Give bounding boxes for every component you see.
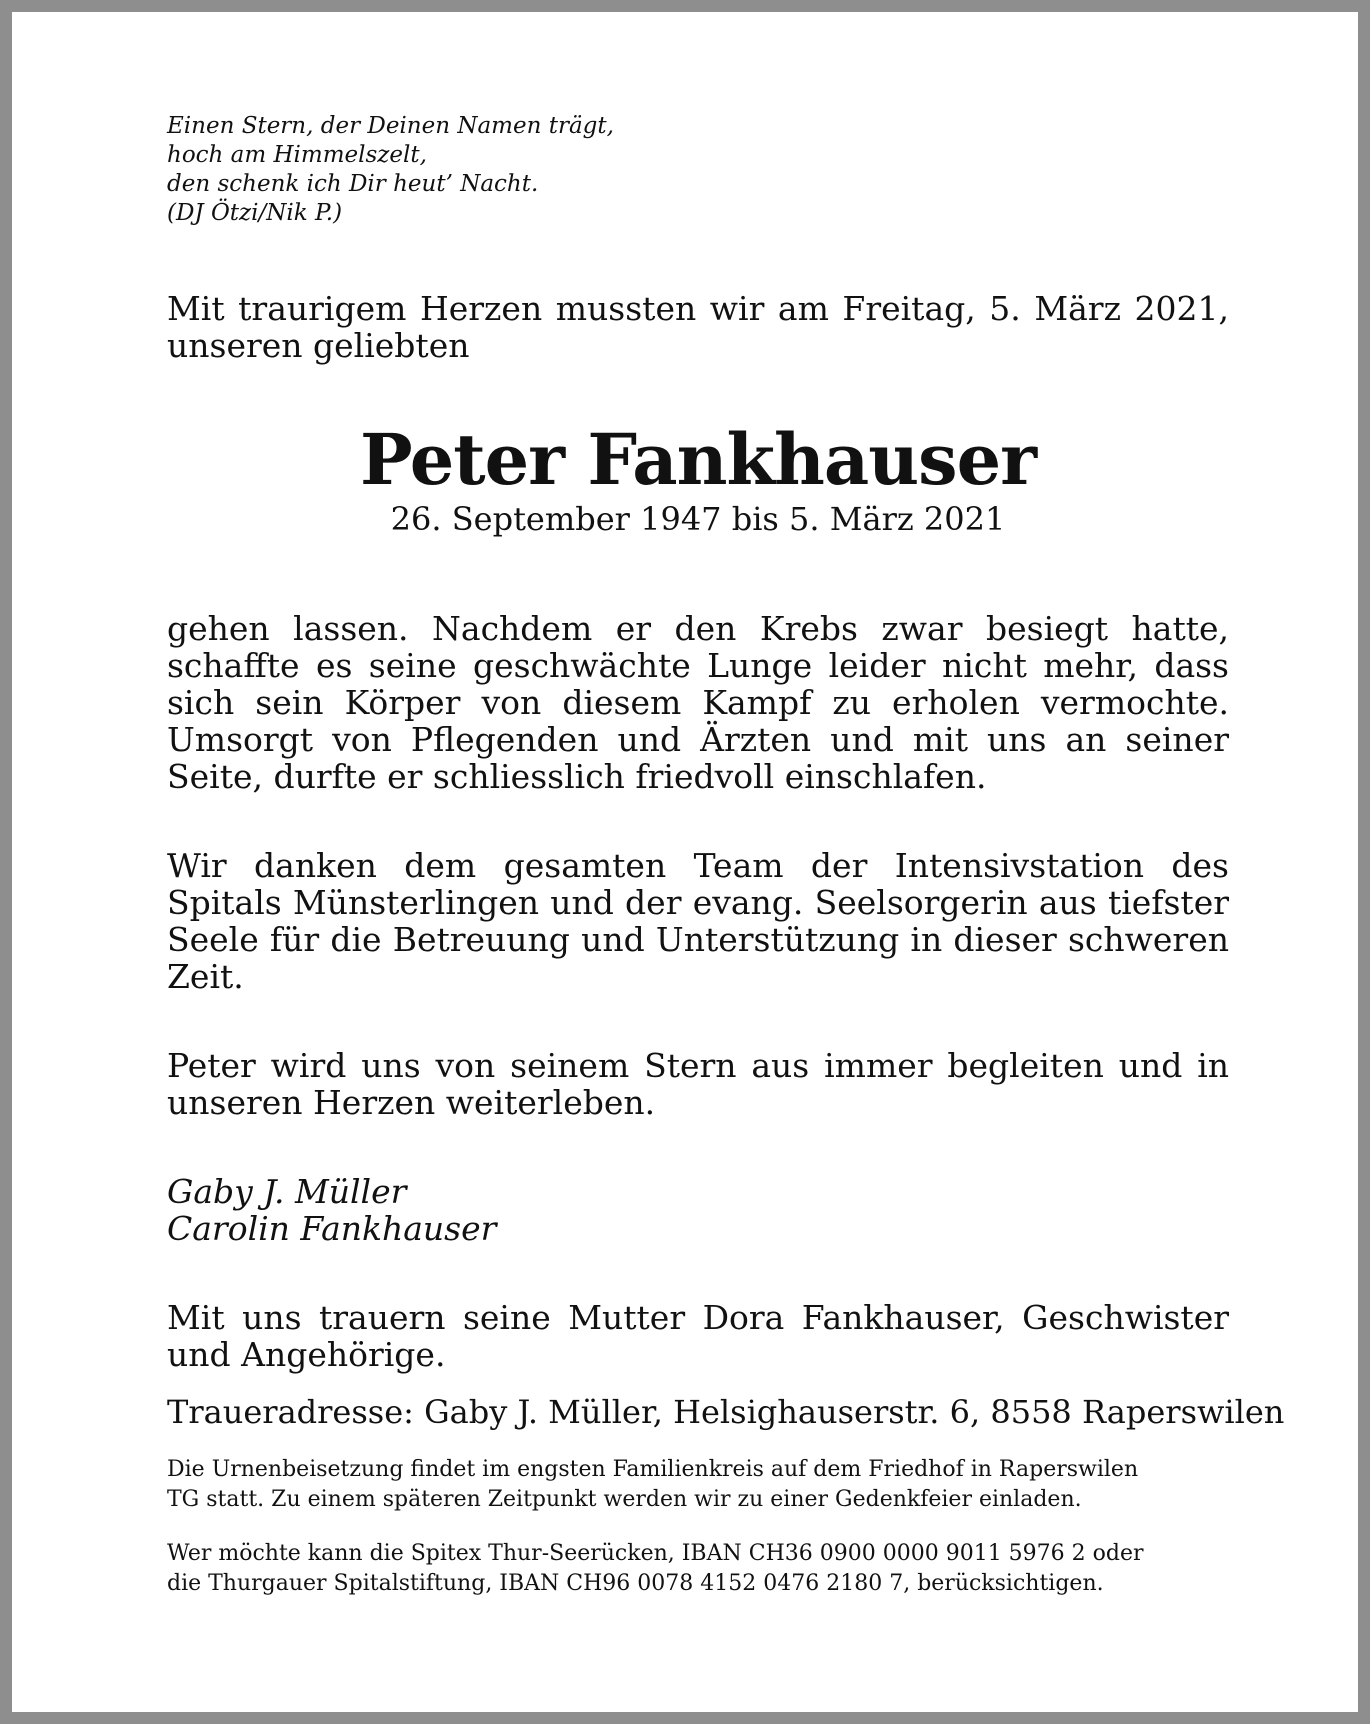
body-paragraph: gehen lassen. Nachdem er den Krebs zwar besiegt hatte, schaffte es seine geschwächte Lunge leider nicht mehr, dass sich sein Körper von diesem Kampf zu erholen vermochte. Umsorgt von Pflegenden und Ärzten und mit uns an seiner Seite, durfte er schliesslich friedvoll einschlafen. [167,609,1229,796]
motto-line: Einen Stern, der Deinen Namen trägt, [167,113,614,139]
motto-attribution: (DJ Ötzi/Nik P.) [167,200,343,226]
signature-name: Carolin Fankhauser [167,1209,497,1248]
signatures [167,1173,1229,1247]
deceased-name: Peter Fankhauser [359,418,1036,501]
thanks-paragraph: Wir danken dem gesamten Team der Intensivstation des Spitals Münsterlingen und der evang. Seelsorgerin aus tiefster Seele für die Betreuung und Unterstützung in dieser schweren Zeit. [167,846,1229,996]
intro-paragraph: Mit traurigem Herzen mussten wir am Freitag, 5. März 2021, unseren geliebten [167,289,1229,365]
obituary-page [12,12,1358,1712]
burial-notice-line: TG statt. Zu einem späteren Zeitpunkt werden wir zu einer Gedenkfeier einladen. [167,1487,1082,1512]
donation-notice-line: die Thurgauer Spitalstiftung, IBAN CH96 0078 4152 0476 2180 7, berücksichtigen. [167,1571,1104,1596]
donation-notice-line: Wer möchte kann die Spitex Thur-Seerücken, IBAN CH36 0900 0000 9011 5976 2 oder [167,1541,1144,1566]
donation-notice [167,1539,1229,1599]
motto-quote [167,112,1229,228]
mourning-address: Traueradresse: Gaby J. Müller, Helsighauserstr. 6, 8558 Raperswilen [167,1393,1285,1431]
remembrance-paragraph: Peter wird uns von seinem Stern aus immer begleiten und in unseren Herzen weiterleben. [167,1046,1229,1122]
motto-line: den schenk ich Dir heut’ Nacht. [167,171,539,197]
life-dates: 26. September 1947 bis 5. März 2021 [390,500,1006,538]
burial-notice-line: Die Urnenbeisetzung findet im engsten Familienkreis auf dem Friedhof in Raperswilen [167,1457,1139,1482]
burial-notice [167,1455,1229,1515]
signature-name: Gaby J. Müller [167,1172,407,1211]
obituary-content [167,112,1285,1599]
mourners-paragraph: Mit uns trauern seine Mutter Dora Fankhauser, Geschwister und Angehörige. [167,1298,1229,1374]
motto-line: hoch am Himmelszelt, [167,142,427,168]
